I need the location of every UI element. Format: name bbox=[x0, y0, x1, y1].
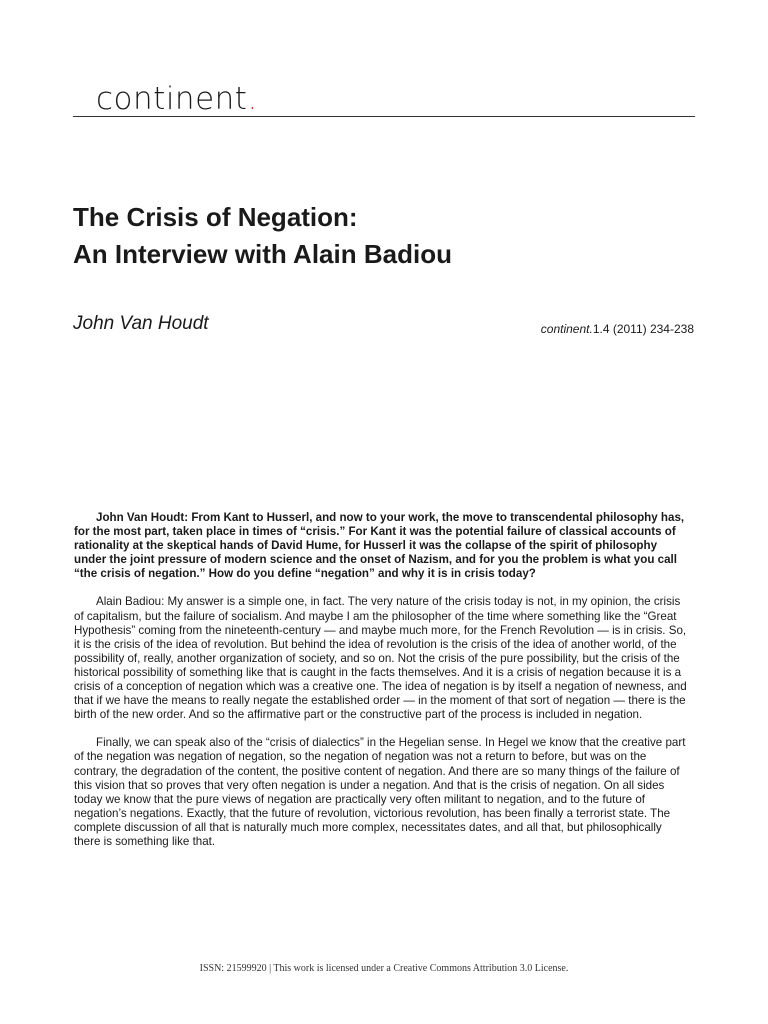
article-title bbox=[73, 199, 693, 273]
journal-logo bbox=[96, 82, 258, 116]
article-title-line-1: The Crisis of Negation: bbox=[73, 202, 358, 232]
article-body bbox=[74, 511, 688, 863]
article-citation bbox=[541, 322, 694, 336]
article-author: John Van Houdt bbox=[73, 313, 209, 334]
interview-answer-paragraph-2: Finally, we can speak also of the “crisis of dialectics” in the Hegelian sense. In Hegel we know that the creative part of the negation was negation of negation, so the negation of negation was not a return to before, but was on the contrary, the degradation of the content, the positive content of negation. And there are so many things of the failure of this vision that so proves that very often negation is under a negation. And that is the crisis of negation. On all sides today we know that the pure views of negation are practically very often militant to negation, and to the future of negation’s negations. Exactly, that the future of revolution, victorious revolution, has been finally a terrorist state. The complete discussion of all that is naturally much more complex, necessitates dates, and all that, but philosophically there is something like that. bbox=[74, 736, 686, 848]
article-title-line-2: An Interview with Alain Badiou bbox=[73, 239, 452, 269]
journal-logo-text: continent bbox=[96, 81, 248, 117]
journal-masthead bbox=[73, 80, 695, 117]
journal-logo-dot: . bbox=[247, 81, 258, 117]
interview-answer-paragraph-1: Alain Badiou: My answer is a simple one, in fact. The very nature of the crisis today is not, in my opinion, the crisis of capitalism, but the failure of socialism. And maybe I am the philosopher of the time where something like the “Great Hypothesis” coming from the nineteenth-century — and maybe much more, for the French Revolution — is in crisis. So, it is the crisis of the idea of revolution. But behind the idea of revolution is the crisis of the idea of another world, of the possibility of, really, another organization of society, and so on. Not the crisis of the pure possibility, but the crisis of the historical possibility of something like that is caught in the facts themselves. And it is a crisis of negation because it is a crisis of a conception of negation which was a creative one. The idea of negation is by itself a negation of newness, and that if we have the means to really negate the established order — in the moment of that sort of negation — there is the birth of the new order. And so the affirmative part or the constructive part of the process is included in negation. bbox=[74, 595, 687, 722]
citation-journal: continent. bbox=[540, 322, 593, 336]
interview-question: John Van Houdt: From Kant to Husserl, and now to your work, the move to transcendental philosophy has, for the most part, taken place in times of “crisis.” For Kant it was the potential failure of classical accounts of rationality at the skeptical hands of David Hume, for Husserl it was the collapse of the spirit of philosophy under the joint pressure of modern science and the onset of Nazism, and for you the problem is what you call “the crisis of negation.” How do you define “negation” and why it is in crisis today? bbox=[74, 511, 685, 581]
citation-volume-pages: 1.4 (2011) 234-238 bbox=[592, 322, 694, 336]
license-footer: ISSN: 21599920 | This work is licensed under a Creative Commons Attribution 3.0 License. bbox=[199, 963, 569, 974]
